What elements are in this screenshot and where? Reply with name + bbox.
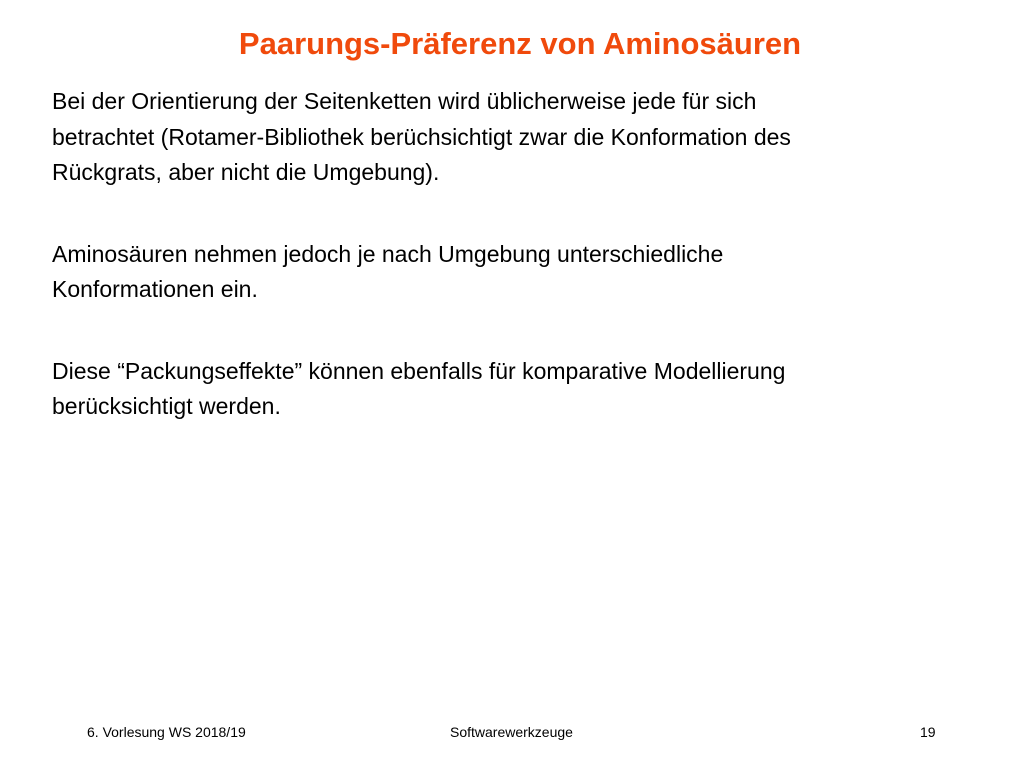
text-line: berücksichtigt werden.	[52, 393, 281, 419]
text-line: Diese “Packungseffekte” können ebenfalls für komparative Modellierung	[52, 357, 786, 384]
text-line: Aminosäuren nehmen jedoch je nach Umgebung unterschiedliche	[52, 240, 724, 267]
paragraph-packing-effects	[52, 354, 952, 425]
footer-page-number: 19	[920, 724, 936, 740]
text-line: Konformationen ein.	[52, 276, 258, 302]
footer-course-name: Softwarewerkzeuge	[450, 724, 573, 740]
footer-lecture-info: 6. Vorlesung WS 2018/19	[87, 724, 246, 740]
paragraph-side-chain-orientation	[52, 84, 952, 191]
slide-title: Paarungs-Präferenz von Aminosäuren	[238, 26, 802, 61]
text-line: betrachtet (Rotamer-Bibliothek berüchsichtigt zwar die Konformation des	[52, 123, 791, 150]
paragraph-conformations	[52, 237, 952, 308]
text-line: Bei der Orientierung der Seitenketten wird üblicherweise jede für sich	[52, 88, 757, 114]
slide-content	[52, 84, 952, 471]
text-line: Rückgrats, aber nicht die Umgebung).	[52, 159, 440, 185]
